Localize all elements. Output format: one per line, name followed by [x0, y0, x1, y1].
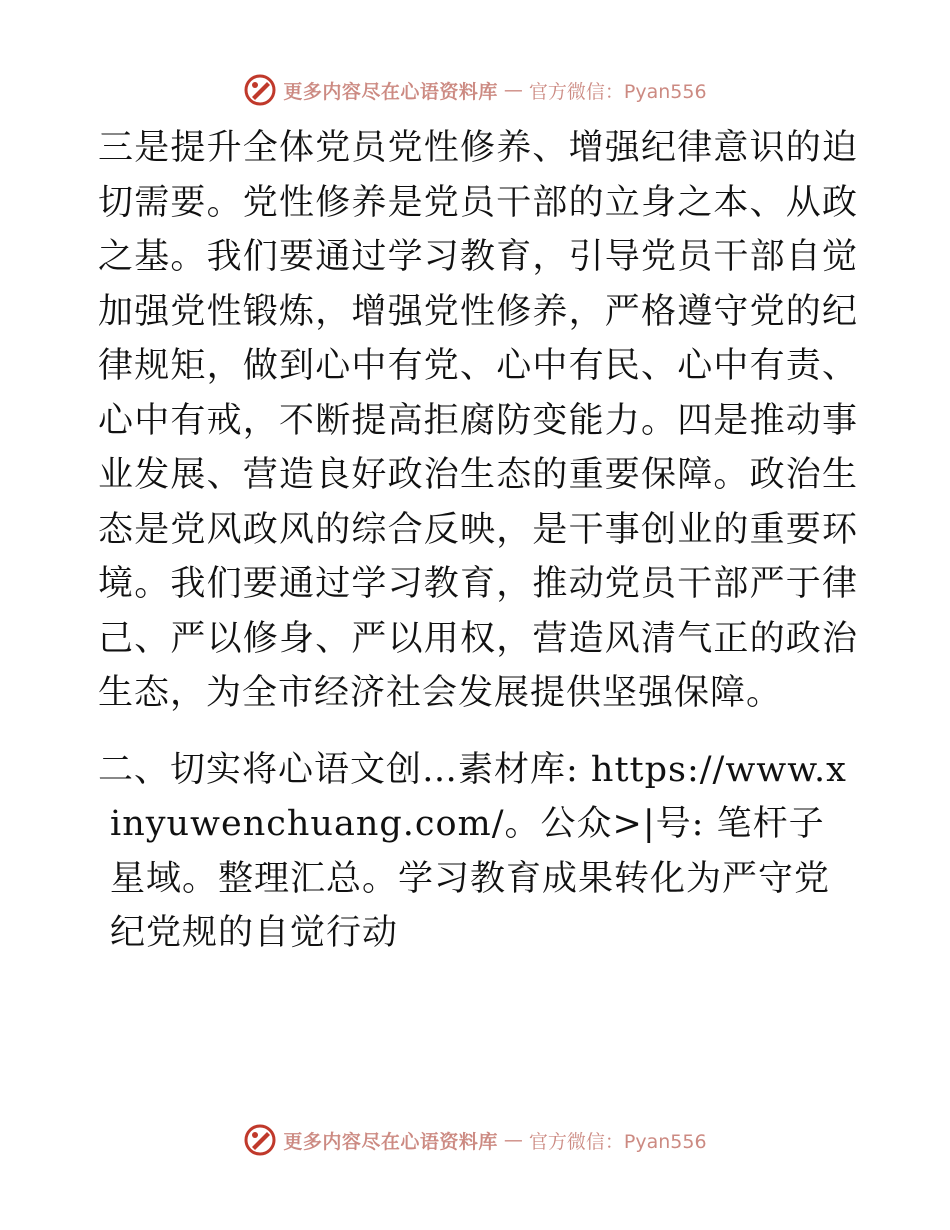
header-banner	[0, 70, 950, 110]
brand-logo-icon	[243, 73, 277, 107]
paragraph-1: 三是提升全体党员党性修养、增强纪律意识的迫切需要。党性修养是党员干部的立身之本、从政之基。我们要通过学习教育，引导党员干部自觉加强党性锻炼，增强党性修养，严格遵守党的纪律规矩，做到心中有党、心中有民、心中有责、心中有戒，不断提高拒腐防变能力。四是推动事业发展、营造良好政治生态的重要保障。政治生态是党风政风的综合反映，是干事创业的重要环境。我们要通过学习教育，推动党员干部严于律己、严以修身、严以用权，营造风清气正的政治生态，为全市经济社会发展提供坚强保障。	[98, 128, 858, 713]
header-separator: —	[503, 79, 523, 101]
footer-separator: —	[503, 1129, 523, 1151]
document-body	[98, 121, 858, 961]
brand-logo-icon	[243, 1123, 277, 1157]
header-brand-text: 更多内容尽在心语资料库	[283, 80, 498, 103]
header-contact-text: 官方微信：Pyan556	[528, 80, 707, 103]
footer-contact-text: 官方微信：Pyan556	[528, 1130, 707, 1153]
paragraph-2	[98, 743, 858, 961]
footer-banner	[0, 1120, 950, 1160]
footer-brand-text: 更多内容尽在心语资料库	[283, 1130, 498, 1153]
paragraph-2-text: 二、切实将心语文创…素材库: https://www.xinyuwenchuang.com/。公众>|号: 笔杆子星域。整理汇总。学习教育成果转化为严守党纪党规的自觉行动	[98, 749, 847, 953]
